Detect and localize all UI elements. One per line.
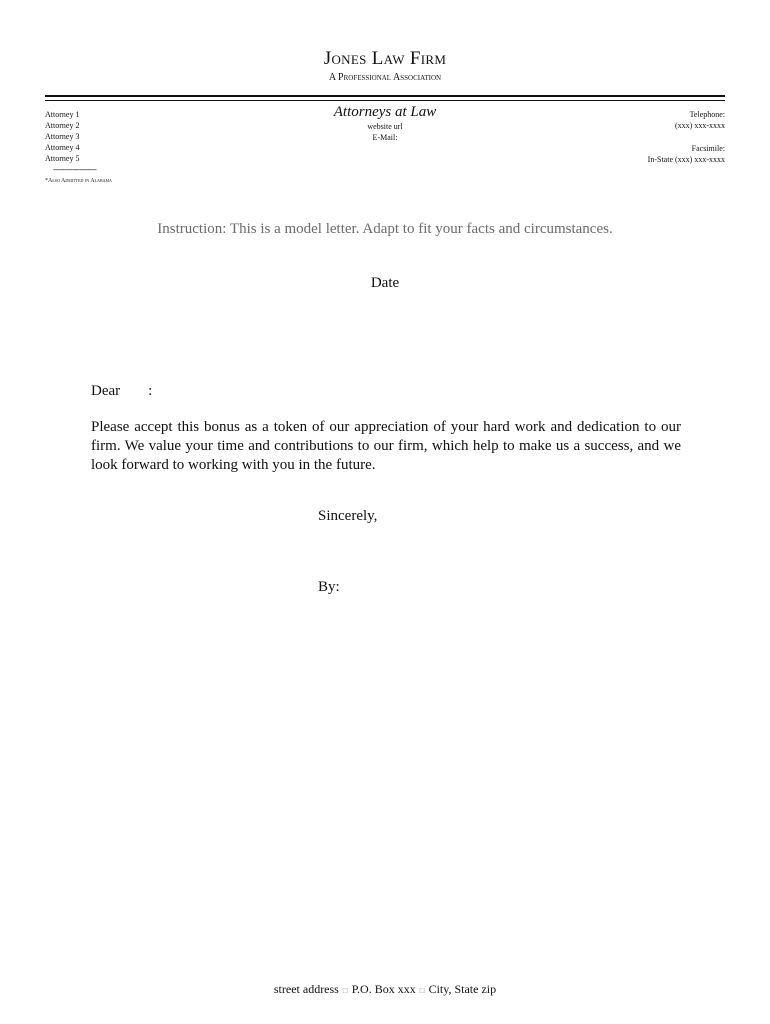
attorney-item: Attorney 4	[45, 143, 80, 152]
salutation-text: Dear	[91, 383, 121, 399]
letter-date: Date	[370, 275, 400, 291]
firm-subtitle: A Professional Association	[328, 72, 442, 83]
footer-city: City, State zip	[428, 982, 497, 996]
attorney-item: Attorney 5	[45, 154, 80, 163]
salutation	[91, 383, 152, 400]
footer-separator: □	[342, 986, 348, 995]
footer-address	[0, 982, 770, 997]
firm-name: Jones Law Firm	[323, 48, 447, 69]
facsimile-value: In-State (xxx) xxx-xxxx	[647, 155, 725, 164]
salutation-colon: :	[148, 383, 153, 399]
signature-by: By:	[318, 579, 340, 595]
attorney-dashes: --------------------	[53, 165, 97, 174]
footer-street: street address	[273, 982, 339, 996]
facsimile-label: Facsimile:	[691, 144, 725, 153]
email-text: E-Mail:	[372, 133, 398, 142]
attorney-list	[45, 109, 96, 175]
telephone-value: (xxx) xxx-xxxx	[675, 121, 725, 130]
footer-po-box: P.O. Box xxx	[351, 982, 416, 996]
attorney-item: Attorney 2	[45, 121, 80, 130]
tagline: Attorneys at Law	[333, 104, 437, 120]
attorney-item: Attorney 3	[45, 132, 80, 141]
footer-separator: □	[419, 986, 425, 995]
header-rule-thick	[45, 95, 725, 97]
website-text: website url	[367, 122, 403, 131]
closing: Sincerely,	[318, 508, 378, 524]
right-contact-block	[648, 109, 725, 165]
telephone-label: Telephone:	[689, 110, 725, 119]
header-rule-thin	[45, 100, 725, 101]
instruction-text: Instruction: This is a model letter. Adapt to fit your facts and circumstances.	[157, 221, 613, 237]
admitted-note: *Also Admitted in Alabama	[45, 178, 112, 184]
attorney-item: Attorney 1	[45, 110, 80, 119]
center-contact-block	[285, 103, 485, 143]
letter-body: Please accept this bonus as a token of our appreciation of your hard work and dedication to our firm. We value your time and contributions to our firm, which help to make us a success, and we look forward to working with you in the future.	[91, 419, 681, 473]
